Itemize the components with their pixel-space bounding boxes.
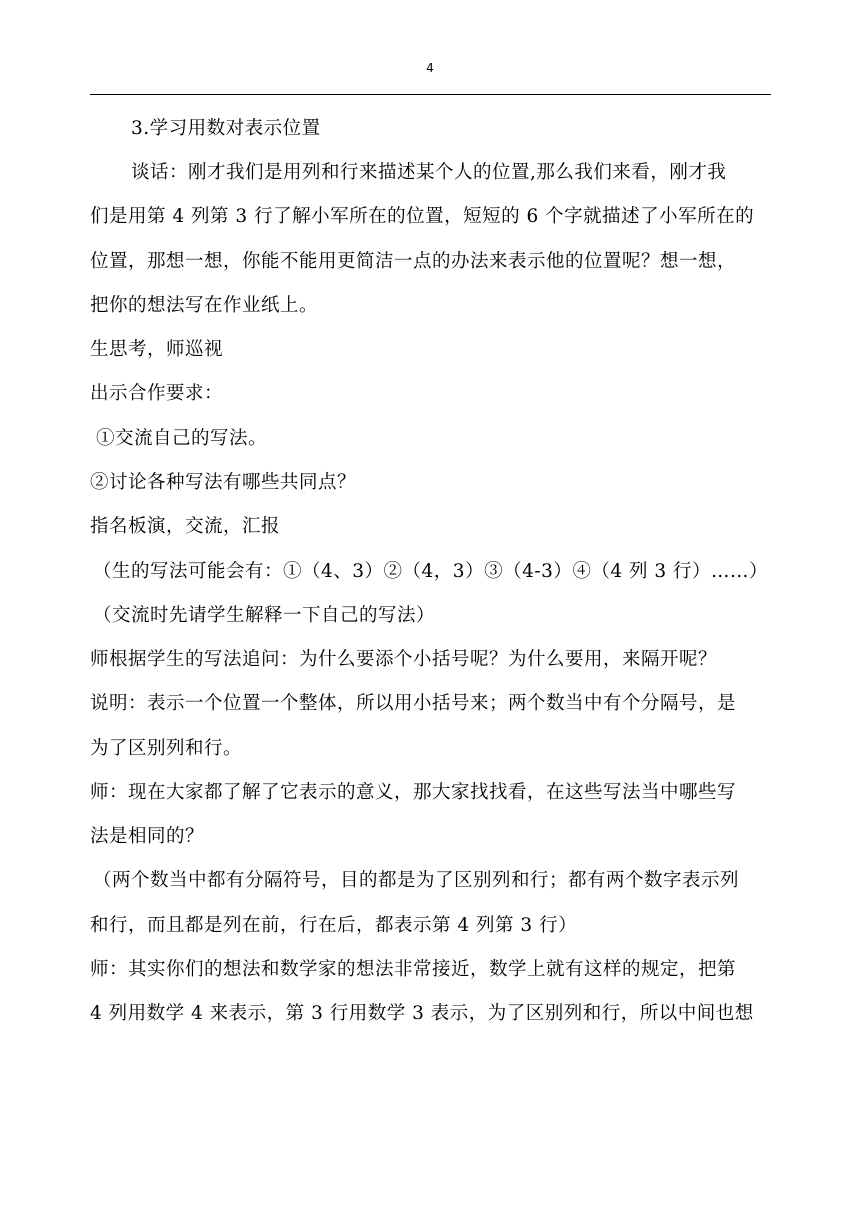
paragraph-line: 法是相同的？ — [90, 826, 205, 847]
paragraph-line: 师根据学生的写法追问：为什么要添个小括号呢？为什么要用，来隔开呢？ — [90, 649, 718, 670]
paragraph-line: 为了区别列和行。 — [90, 738, 243, 759]
paragraph-line: （生的写法可能会有：①（4、3）②（4，3）③（4-3）④（4 列 3 行）……） — [93, 561, 769, 582]
list-item: ①交流自己的写法。 — [96, 428, 268, 449]
list-item: ②讨论各种写法有哪些共同点？ — [90, 472, 357, 493]
paragraph-line: 位置，那想一想，你能不能用更简洁一点的办法来表示他的位置呢？想一想， — [90, 251, 737, 272]
page-number: 4 — [426, 61, 434, 75]
paragraph-line: 说明：表示一个位置一个整体，所以用小括号来；两个数当中有个分隔号，是 — [90, 693, 737, 714]
paragraph-line: 师：现在大家都了解了它表示的意义，那大家找找看，在这些写法当中哪些写 — [90, 782, 737, 803]
header-rule — [90, 94, 771, 95]
paragraph-line: 把你的想法写在作业纸上。 — [90, 295, 319, 316]
paragraph-line: （两个数当中都有分隔符号，目的都是为了区别列和行；都有两个数字表示列 — [93, 870, 740, 891]
paragraph-line: 4 列用数学 4 来表示，第 3 行用数学 3 表示，为了区别列和行，所以中间也想 — [90, 1003, 754, 1024]
paragraph-line: 生思考，师巡视 — [90, 339, 224, 360]
paragraph-line: 指名板演，交流，汇报 — [90, 516, 281, 537]
paragraph-line: 师：其实你们的想法和数学家的想法非常接近，数学上就有这样的规定，把第 — [90, 959, 737, 980]
paragraph-line: （交流时先请学生解释一下自己的写法） — [93, 605, 436, 626]
section-heading: 3.学习用数对表示位置 — [131, 118, 321, 139]
paragraph-line: 们是用第 4 列第 3 行了解小军所在的位置，短短的 6 个字就描述了小军所在的 — [90, 206, 755, 227]
paragraph-line: 出示合作要求： — [90, 383, 224, 404]
paragraph-line: 和行，而且都是列在前，行在后，都表示第 4 列第 3 行） — [90, 915, 578, 936]
paragraph-line: 谈话：刚才我们是用列和行来描述某个人的位置,那么我们来看，刚才我 — [131, 162, 727, 183]
